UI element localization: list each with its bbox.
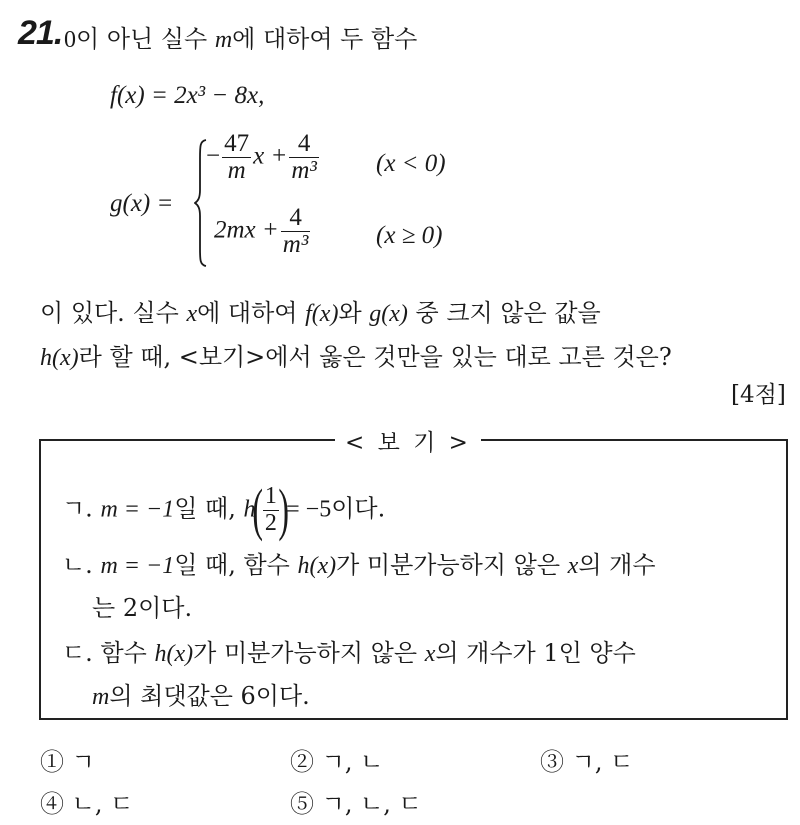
body1-c: 와 bbox=[338, 299, 362, 327]
g-case2-condition: (x ≥ 0) bbox=[376, 222, 443, 249]
case1-mid: x + bbox=[253, 142, 288, 170]
left-paren: ( bbox=[252, 477, 264, 542]
item2-tail: 의 개수 bbox=[578, 551, 656, 579]
choice-text: ㄱ, ㄴ bbox=[321, 748, 384, 776]
body1-a: 이 있다. 실수 bbox=[40, 299, 179, 327]
bogi-item-1 bbox=[62, 477, 386, 542]
fraction-47-m bbox=[222, 131, 251, 185]
item2-x: x bbox=[567, 553, 579, 579]
item2-mid: 일 때, 함수 bbox=[174, 551, 290, 579]
choice-5[interactable] bbox=[290, 784, 422, 819]
right-paren: ) bbox=[278, 477, 289, 542]
frac-den: 2 bbox=[264, 509, 277, 536]
points-label: [4점] bbox=[731, 382, 786, 408]
choice-text: ㄱ, ㄴ, ㄷ bbox=[321, 790, 422, 818]
g-case1-condition: (x < 0) bbox=[376, 150, 446, 177]
item2-hx: h(x) bbox=[297, 553, 337, 579]
choice-text: ㄱ, ㄷ bbox=[571, 748, 634, 776]
choice-2[interactable] bbox=[290, 742, 383, 777]
item2-cond: m = −1 bbox=[100, 553, 175, 579]
item1-result: = −5 bbox=[286, 496, 332, 523]
fraction-4-m3 bbox=[289, 131, 319, 185]
bogi-title: < 보 기 > bbox=[335, 424, 481, 457]
g-case2-expr bbox=[214, 205, 312, 259]
item1-tail: 이다. bbox=[331, 494, 386, 523]
item3-a: 함수 bbox=[100, 639, 147, 667]
bogi-item-2 bbox=[62, 545, 656, 580]
item1-mid: 일 때, bbox=[174, 494, 236, 523]
choice-text: ㄴ, ㄷ bbox=[71, 790, 134, 818]
fraction-1-2 bbox=[263, 484, 279, 535]
item3-c: 의 개수가 1인 양수 bbox=[435, 639, 636, 667]
item2-mid2: 가 미분가능하지 않은 bbox=[336, 551, 561, 579]
intro-m: m bbox=[214, 27, 233, 53]
choice-3[interactable] bbox=[540, 742, 633, 777]
body2-rest: 라 할 때, <보기>에서 옳은 것만을 있는 대로 고른 것은? bbox=[78, 343, 672, 371]
choice-number: ⑤ bbox=[290, 790, 314, 818]
frac-num: 4 bbox=[281, 205, 311, 232]
item3-m: m bbox=[92, 684, 110, 710]
frac-den: m³ bbox=[282, 231, 309, 259]
item1-marker: ㄱ. bbox=[62, 494, 93, 523]
body1-x: x bbox=[186, 301, 198, 327]
body1-fx: f(x) bbox=[305, 301, 339, 327]
question-number: 21. bbox=[18, 14, 63, 52]
item2-marker: ㄴ. bbox=[62, 551, 93, 579]
g-case1-expr bbox=[206, 131, 321, 185]
question-intro bbox=[64, 19, 417, 54]
choice-number: ① bbox=[40, 748, 64, 776]
body-line-1 bbox=[40, 293, 601, 328]
body1-d: 중 크지 않은 값을 bbox=[415, 299, 601, 327]
frac-num: 47 bbox=[224, 130, 250, 157]
frac-num: 1 bbox=[264, 483, 277, 510]
choice-number: ② bbox=[290, 748, 314, 776]
intro-text-a: 이 아닌 실수 bbox=[76, 25, 208, 53]
g-name: g(x) = bbox=[110, 190, 174, 217]
body2-hx: h(x) bbox=[40, 345, 79, 371]
minus-sign: − bbox=[206, 142, 221, 170]
bogi-item-2-line2: 는 2이다. bbox=[92, 594, 193, 622]
case2-lead: 2mx + bbox=[214, 216, 279, 244]
choice-4[interactable] bbox=[40, 784, 133, 819]
frac-den: m bbox=[227, 157, 246, 185]
body-line-2 bbox=[40, 337, 672, 372]
body1-gx: g(x) bbox=[369, 301, 408, 327]
choice-number: ③ bbox=[540, 748, 564, 776]
f-definition: f(x) = 2x³ − 8x, bbox=[110, 82, 265, 109]
bogi-item-3 bbox=[62, 633, 636, 668]
intro-zero: 0 bbox=[64, 27, 76, 53]
item3-b: 가 미분가능하지 않은 bbox=[193, 639, 418, 667]
item3-line2: 의 최댓값은 6이다. bbox=[109, 682, 310, 710]
choice-1[interactable] bbox=[40, 742, 95, 777]
item3-marker: ㄷ. bbox=[62, 639, 93, 667]
frac-num: 4 bbox=[289, 131, 319, 158]
bogi-item-3-line2 bbox=[92, 676, 310, 711]
intro-text-b: 에 대하여 두 함수 bbox=[232, 25, 418, 53]
frac-den: m³ bbox=[291, 157, 317, 185]
item3-x: x bbox=[424, 641, 436, 667]
choice-number: ④ bbox=[40, 790, 64, 818]
choice-text: ㄱ bbox=[71, 748, 95, 776]
item3-hx: h(x) bbox=[154, 641, 194, 667]
item1-h: h bbox=[243, 496, 256, 523]
item1-cond: m = −1 bbox=[100, 496, 175, 523]
fraction-4-m3 bbox=[281, 205, 311, 259]
body1-b: 에 대하여 bbox=[197, 299, 298, 327]
